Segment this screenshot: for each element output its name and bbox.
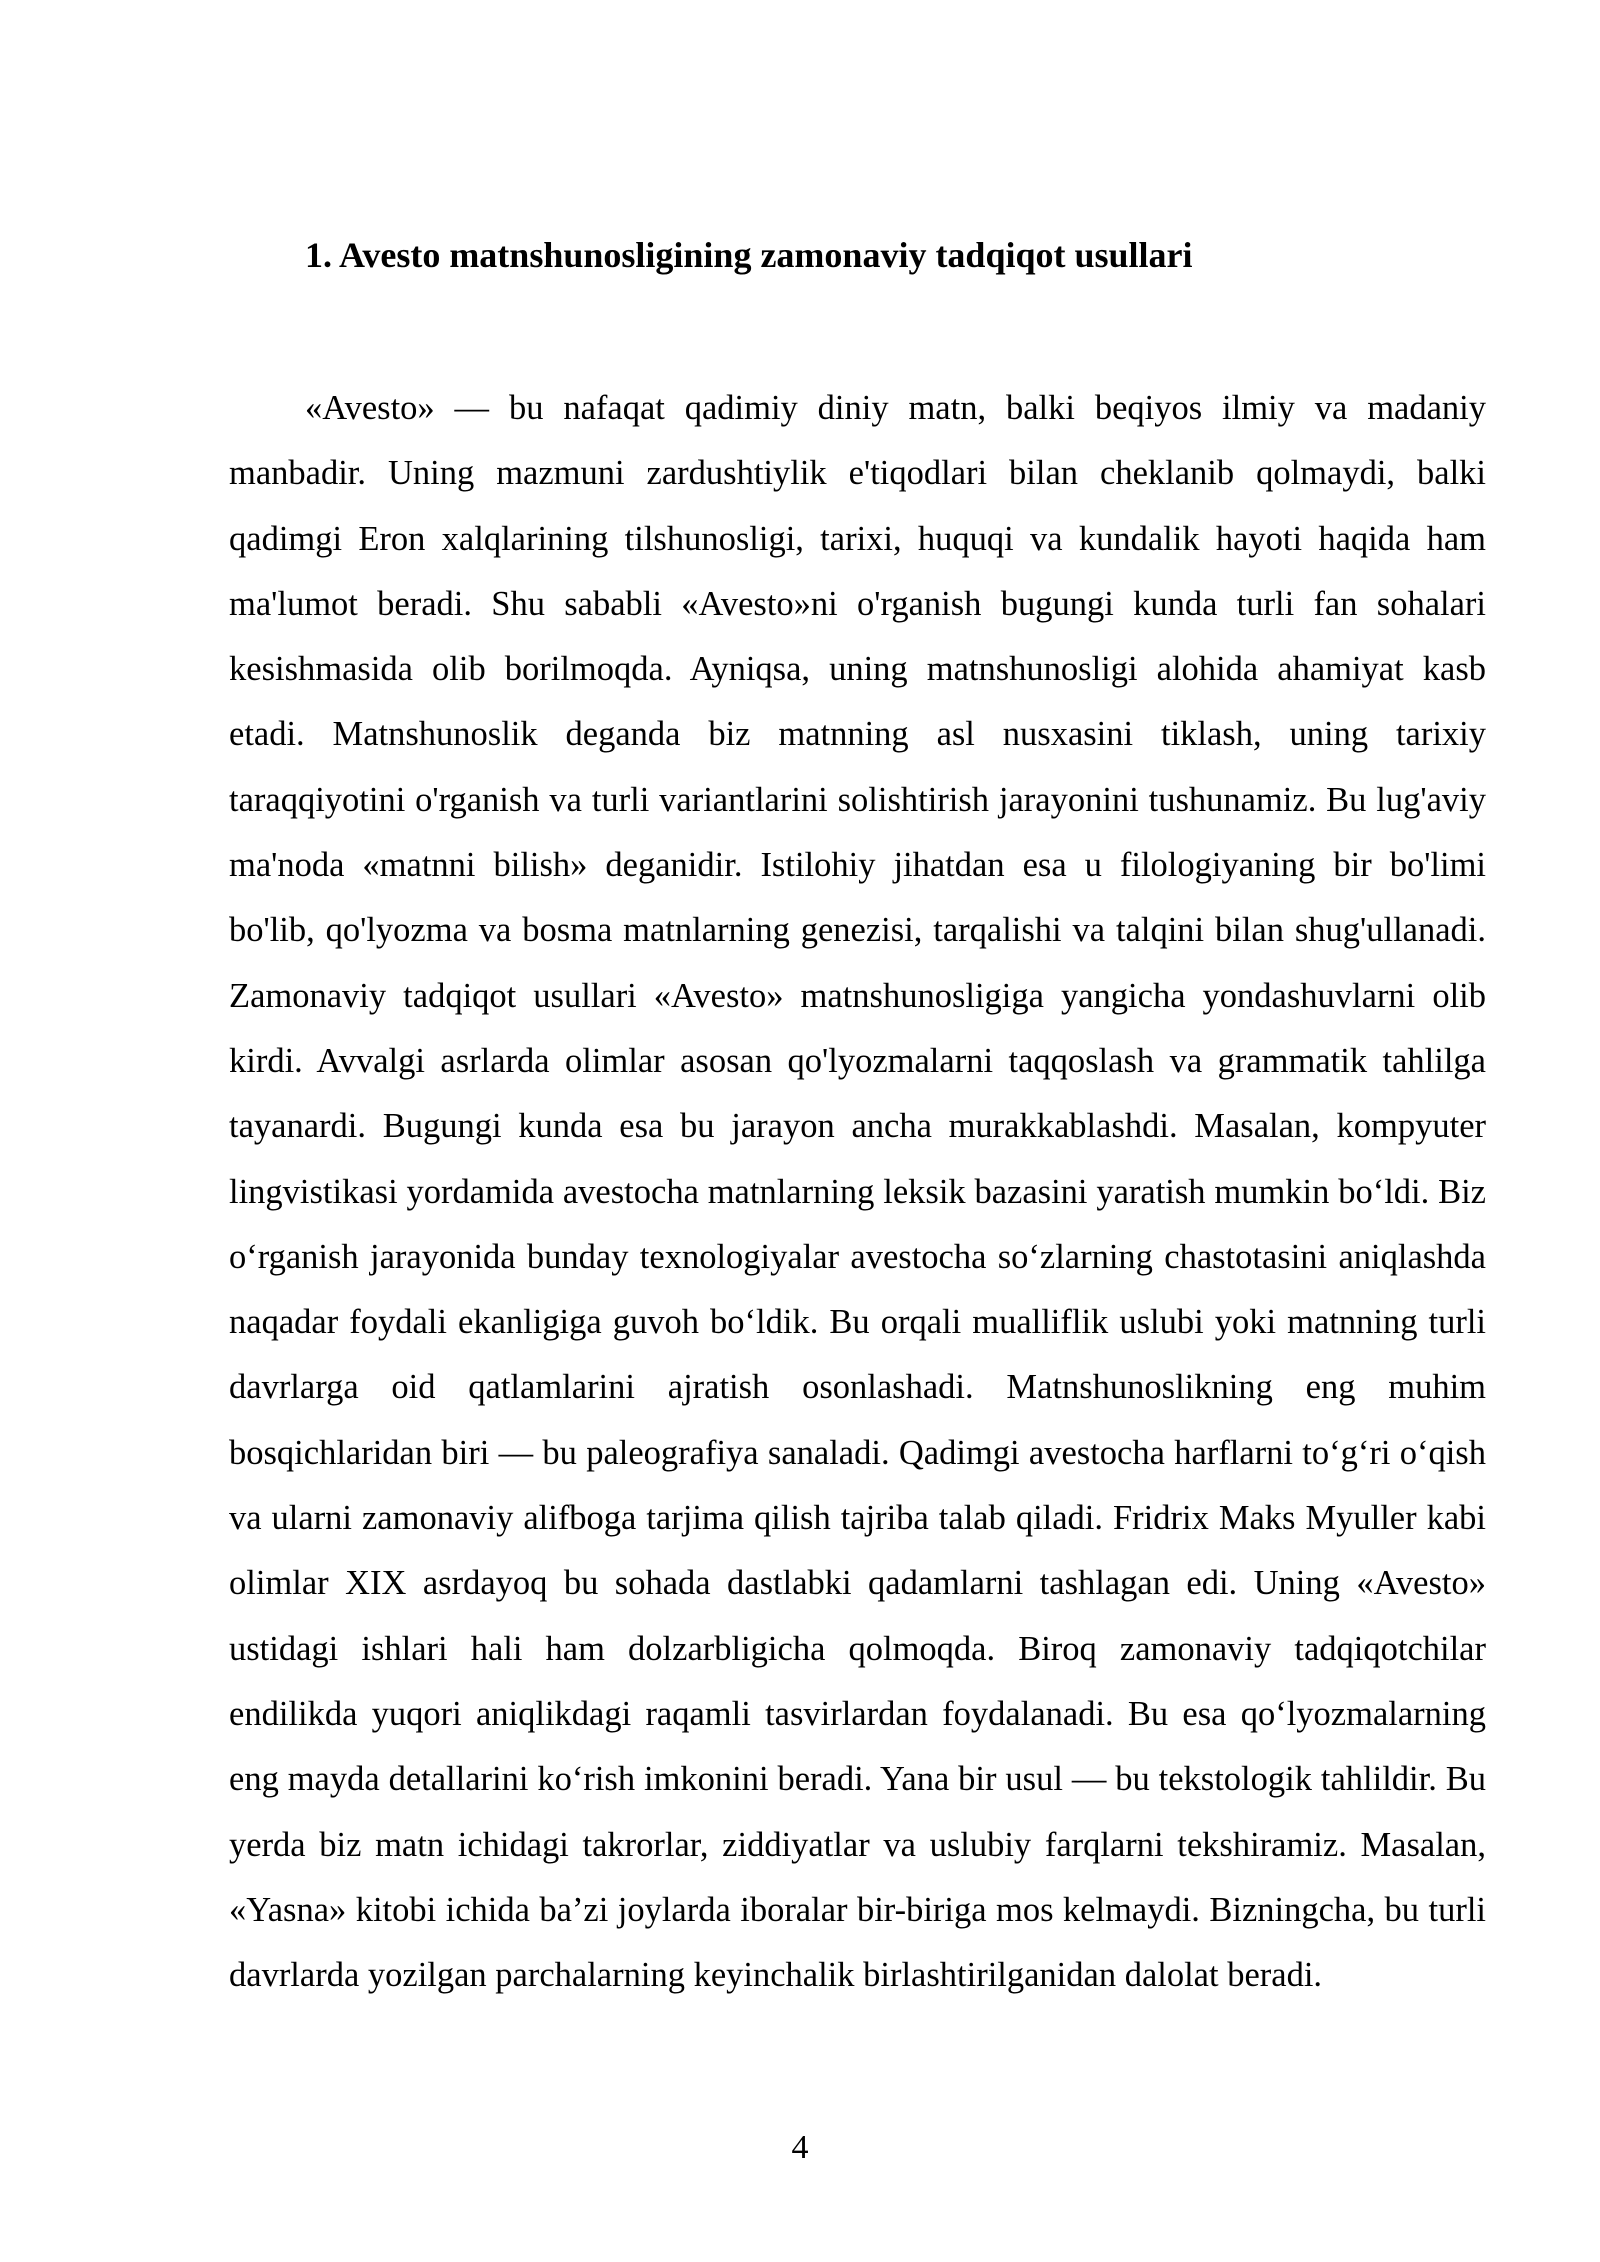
section-heading: 1. Avesto matnshunosligining zamonaviy tadqiqot usullari: [305, 235, 1193, 275]
body-paragraph: «Avesto» — bu nafaqat qadimiy diniy matn, balki beqiyos ilmiy va madaniy manbadir. Uning mazmuni zardushtiylik e'tiqodlari bilan cheklanib qolmaydi, balki qadimgi Eron xalqlarining tilshunosligi, tarixi, huquqi va kundalik hayoti haqida ham ma'lumot beradi. Shu sababli «Avesto»ni o'rganish bugungi kunda turli fan sohalari kesishmasida olib borilmoqda. Ayniqsa, uning matnshunosligi alohida ahamiyat kasb etadi. Matnshunoslik deganda biz matnning asl nusxasini tiklash, uning tarixiy taraqqiyotini o'rganish va turli variantlarini solishtirish jarayonini tushunamiz. Bu lug'aviy ma'noda «matnni bilish» deganidir. Istilohiy jihatdan esa u filologiyaning bir bo'limi bo'lib, qo'lyozma va bosma matnlarning genezisi, tarqalishi va talqini bilan shug'ullanadi. Zamonaviy tadqiqot usullari «Avesto» matnshunosligiga yangicha yondashuvlarni olib kirdi. Avvalgi asrlarda olimlar asosan qo'lyozmalarni taqqoslash va grammatik tahlilga tayanardi. Bugungi kunda esa bu jarayon ancha murakkablashdi. Masalan, kompyuter lingvistikasi yordamida avestocha matnlarning leksik bazasini yaratish mumkin bo‘ldi. Biz o‘rganish jarayonida bunday texnologiyalar avestocha so‘zlarning chastotasini aniqlashda naqadar foydali ekanligiga guvoh bo‘ldik. Bu orqali mualliflik uslubi yoki matnning turli davrlarga oid qatlamlarini ajratish osonlashadi. Matnshunoslikning eng muhim bosqichlaridan biri — bu paleografiya sanaladi. Qadimgi avestocha harflarni to‘g‘ri o‘qish va ularni zamonaviy alifboga tarjima qilish tajriba talab qiladi. Fridrix Maks Myuller kabi olimlar XIX asrdayoq bu sohada dastlabki qadamlarni tashlagan edi. Uning «Avesto» ustidagi ishlari hali ham dolzarbligicha qolmoqda. Biroq zamonaviy tadqiqotchilar endilikda yuqori aniqlikdagi raqamli tasvirlardan foydalanadi. Bu esa qo‘lyozmalarning eng mayda detallarini ko‘rish imkonini beradi. Yana bir usul — bu tekstologik tahlildir. Bu yerda biz matn ichidagi takrorlar, ziddiyatlar va uslubiy farqlarni tekshiramiz. Masalan, «Yasna» kitobi ichida ba’zi joylarda iboralar bir-biriga mos kelmaydi. Bizningcha, bu turli davrlarda yozilgan parchalarning keyinchalik birlashtirilganidan dalolat beradi.: [229, 389, 1486, 1995]
page-number: 4: [791, 2129, 809, 2166]
